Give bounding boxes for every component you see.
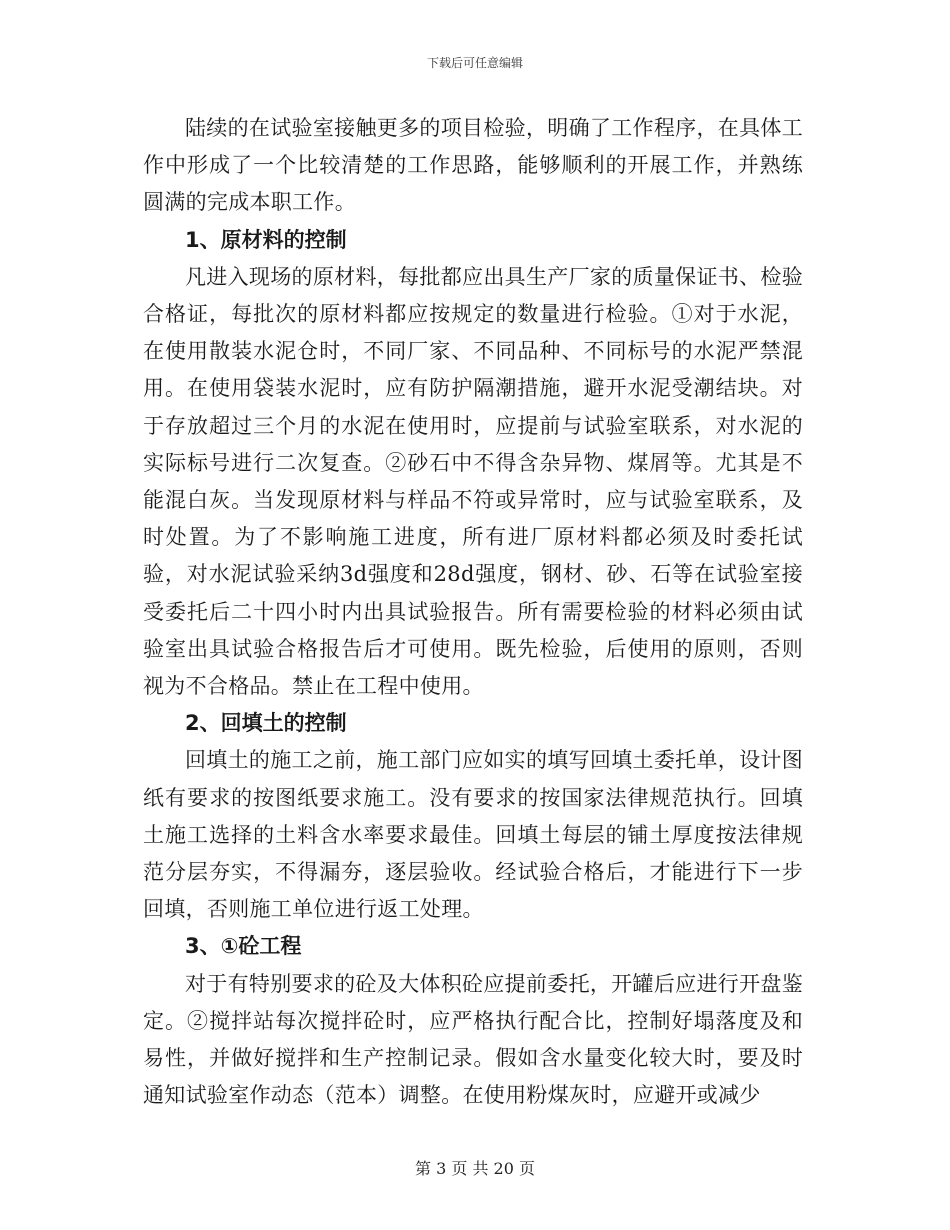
intro-paragraph: 陆续的在试验室接触更多的项目检验，明确了工作程序，在具体工作中形成了一个比较清楚的工作思路，能够顺利的开展工作，并熟练圆满的完成本职工作。: [143, 116, 803, 215]
section-paragraph-concrete: 对于有特别要求的砼及大体积砼应提前委托，开罐后应进行开盘鉴定。②搅拌站每次搅拌砼时，应严格执行配合比，控制好塌落度及和易性，并做好搅拌和生产控制记录。假如含水量变化较大时，要及时通知试验室作动态（范本）调整。在使用粉煤灰时，应避开或减少: [143, 971, 803, 1108]
page-number: 第 3 页 共 20 页: [415, 1159, 535, 1178]
section-paragraph-raw-materials: 凡进入现场的原材料，每批都应出具生产厂家的质量保证书、检验合格证，每批次的原材料都应按规定的数量进行检验。①对于水泥，在使用散装水泥仓时，不同厂家、不同品种、不同标号的水泥严禁混用。在使用袋装水泥时，应有防护隔潮措施，避开水泥受潮结块。对于存放超过三个月的水泥在使用时，应提前与试验室联系，对水泥的实际标号进行二次复查。②砂石中不得含杂异物、煤屑等。尤其是不能混白灰。当发现原材料与样品不符或异常时，应与试验室联系，及时处置。为了不影响施工进度，所有进厂原材料都必须及时委托试验，对水泥试验采纳3d强度和28d强度，钢材、砂、石等在试验室接受委托后二十四小时内出具试验报告。所有需要检验的材料必须由试验室出具试验合格报告后才可使用。既先检验，后使用的原则，否则视为不合格品。禁止在工程中使用。: [143, 264, 803, 699]
section-heading-backfill: 2、回填土的控制: [185, 711, 347, 736]
section-heading-raw-materials: 1、原材料的控制: [185, 227, 347, 252]
section-heading-concrete: 3、①砼工程: [185, 934, 302, 959]
page-header: 下载后可任意编辑: [426, 56, 523, 70]
section-paragraph-backfill: 回填土的施工之前，施工部门应如实的填写回填土委托单，设计图纸有要求的按图纸要求施工。没有要求的按国家法律规范执行。回填土施工选择的土料含水率要求最佳。回填土每层的铺土厚度按法律规范分层夯实，不得漏夯，逐层验收。经试验合格后，才能进行下一步回填，否则施工单位进行返工处理。: [143, 748, 803, 922]
document-body: [143, 110, 803, 1114]
